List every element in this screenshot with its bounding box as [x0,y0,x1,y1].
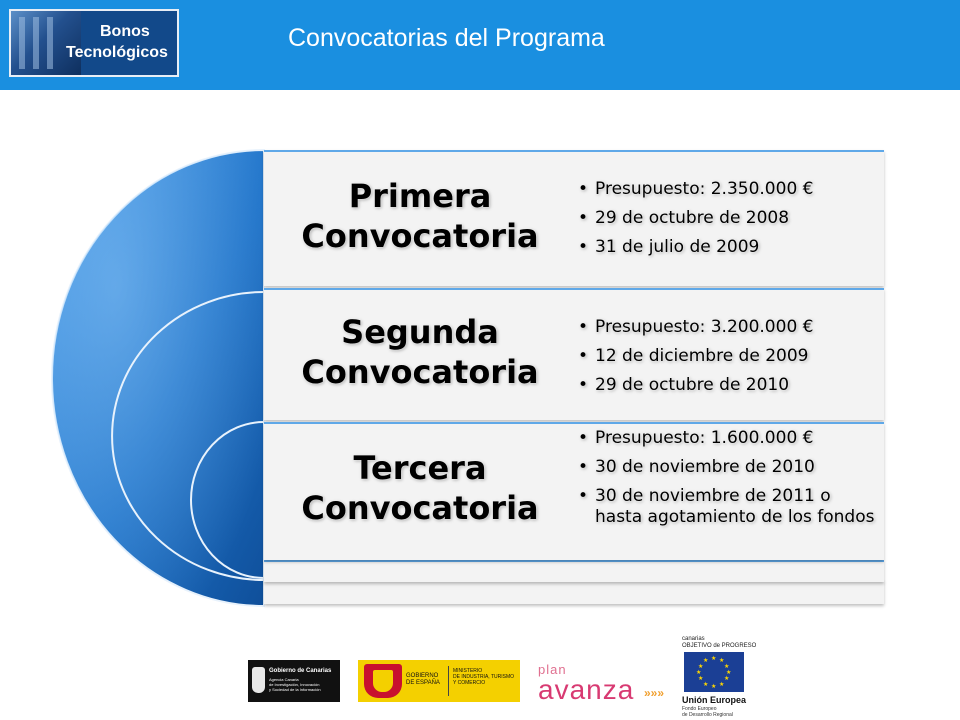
list-item: • 30 de noviembre de 2011 o hasta agotamiento de los fondos [578,486,875,527]
logo-text-line2: Tecnológicos [66,44,168,61]
tercera-convocatoria-details [576,428,876,536]
list-item: • 29 de octubre de 2008 [578,208,790,228]
primera-convocatoria-heading: Primera Convocatoria [301,177,539,255]
spain-coat-of-arms-icon [364,664,402,698]
segunda-convocatoria-details [576,317,876,404]
gobierno-de-espana-logo: GOBIERNO DE ESPAÑA MINISTERIO DE INDUSTRIA, TURISMO Y COMERCIO [358,660,520,702]
slide-title: Convocatorias del Programa [288,24,605,52]
list-item: • 31 de julio de 2009 [578,237,760,257]
plan-avanza-logo: plan avanza »»» [538,662,665,705]
list-item: • 12 de diciembre de 2009 [578,346,809,366]
eu-flag-icon: ★ ★ ★ ★ ★ ★ ★ ★ ★ ★ ★ ★ [684,652,744,692]
list-item: • Presupuesto: 2.350.000 € [578,179,814,199]
logo-text-line1: Bonos [100,23,150,40]
list-item: • Presupuesto: 3.200.000 € [578,317,814,337]
segunda-convocatoria-heading: Segunda Convocatoria [301,313,539,391]
gobierno-de-canarias-logo: Gobierno de Canarias Agencia Canaria de Investigación, Innovación y Sociedad de la Información [248,660,340,702]
panel-extra [264,560,884,582]
canarias-crest-icon [252,667,265,693]
list-item: • 29 de octubre de 2010 [578,375,790,395]
panel-extra-bottom [264,580,884,604]
list-item: • 30 de noviembre de 2010 [578,457,815,477]
tercera-convocatoria-heading: Tercera Convocatoria [301,449,539,527]
list-item: • Presupuesto: 1.600.000 € [578,428,814,448]
union-europea-feder-logo: canarias OBJETIVO de PROGRESO ★ ★ ★ ★ ★ ★ ★ ★ ★ ★ ★ ★ Unión Europea Fondo Europeo de Desarrollo Regional [682,636,757,718]
primera-convocatoria-details [576,179,876,266]
